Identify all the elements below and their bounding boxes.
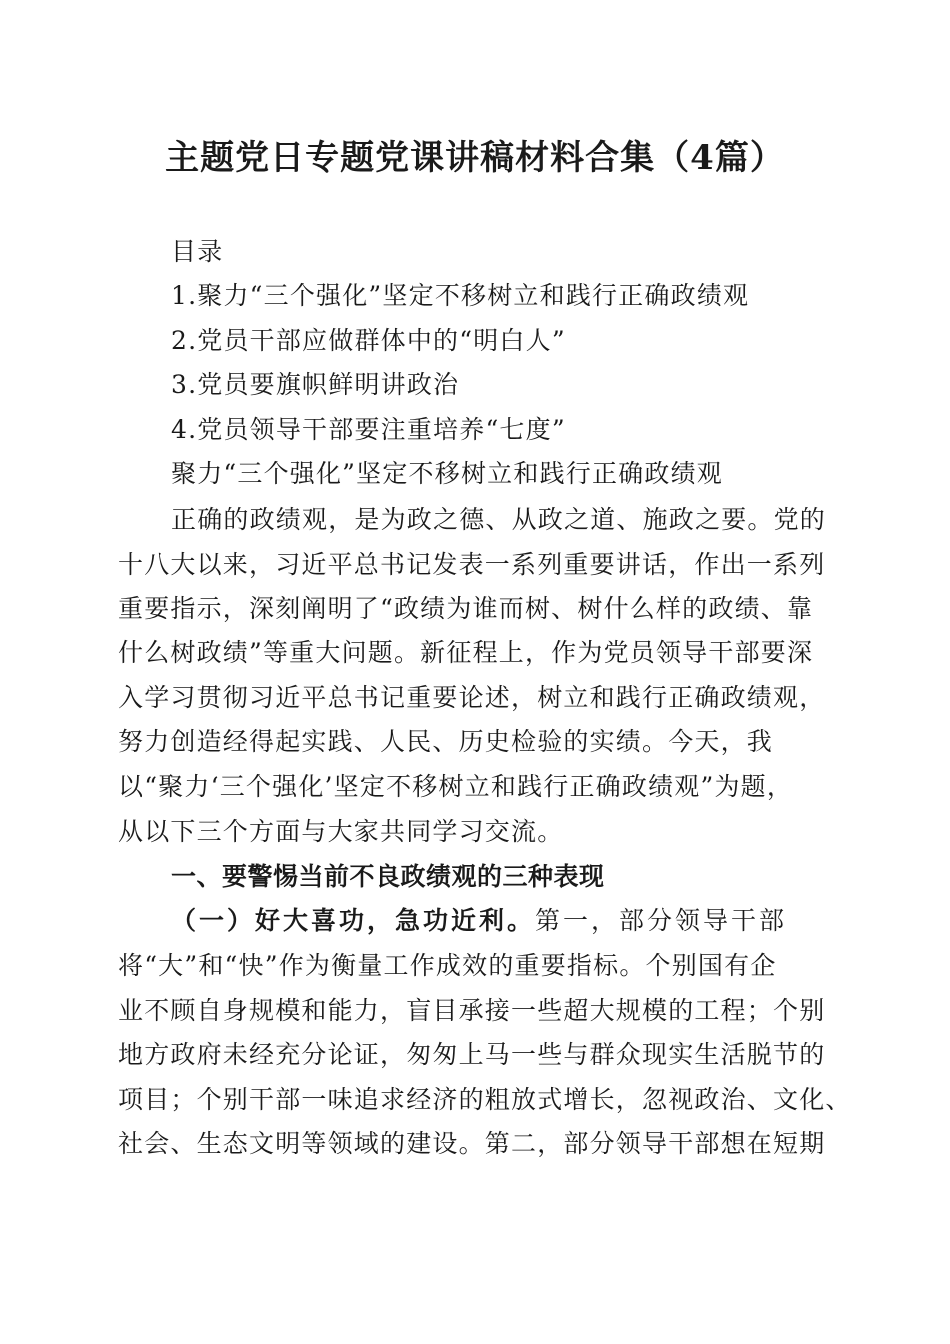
intro-line: 以“聚力‘三个强化’坚定不移树立和践行正确政绩观”为题，	[118, 772, 794, 801]
document-title: 主题党日专题党课讲稿材料合集（4篇）	[165, 138, 785, 178]
section-heading: 一、要警惕当前不良政绩观的三种表现	[171, 862, 605, 891]
toc-item-3: 3.党员要旗帜鲜明讲政治	[171, 370, 460, 399]
subsection-line: 项目；个别干部一味追求经济的粗放式增长，忽视政治、文化、	[118, 1085, 852, 1114]
toc-item-2: 2.党员干部应做群体中的“明白人”	[171, 326, 566, 355]
toc-item-1: 1.聚力“三个强化”坚定不移树立和践行正确政绩观	[171, 281, 750, 310]
intro-line: 重要指示，深刻阐明了“政绩为谁而树、树什么样的政绩、靠	[118, 594, 814, 623]
subsection-lead: （一）好大喜功，急功近利。	[171, 906, 536, 935]
article-title: 聚力“三个强化”坚定不移树立和践行正确政绩观	[171, 459, 723, 488]
subsection-line: 将“大”和“快”作为衡量工作成效的重要指标。个别国有企	[118, 951, 777, 980]
subsection-first-line-rest: 第一，部分领导干部	[535, 906, 788, 935]
subsection-line: 地方政府未经充分论证，匆匆上马一些与群众现实生活脱节的	[118, 1040, 826, 1069]
intro-line: 正确的政绩观，是为政之德、从政之道、施政之要。党的	[171, 505, 827, 534]
intro-line: 十八大以来，习近平总书记发表一系列重要讲话，作出一系列	[118, 550, 826, 579]
toc-label: 目录	[171, 237, 224, 266]
intro-line: 什么树政绩”等重大问题。新征程上，作为党员领导干部要深	[118, 638, 814, 667]
subsection-line: 社会、生态文明等领域的建设。第二，部分领导干部想在短期	[118, 1129, 826, 1158]
subsection-first-line	[171, 899, 787, 943]
intro-line: 入学习贯彻习近平总书记重要论述，树立和践行正确政绩观，	[118, 683, 826, 712]
toc-item-4: 4.党员领导干部要注重培养“七度”	[171, 415, 566, 444]
intro-line: 从以下三个方面与大家共同学习交流。	[118, 817, 564, 846]
subsection-line: 业不顾自身规模和能力，盲目承接一些超大规模的工程；个别	[118, 996, 826, 1025]
intro-line: 努力创造经得起实践、人民、历史检验的实绩。今天，我	[118, 727, 774, 756]
